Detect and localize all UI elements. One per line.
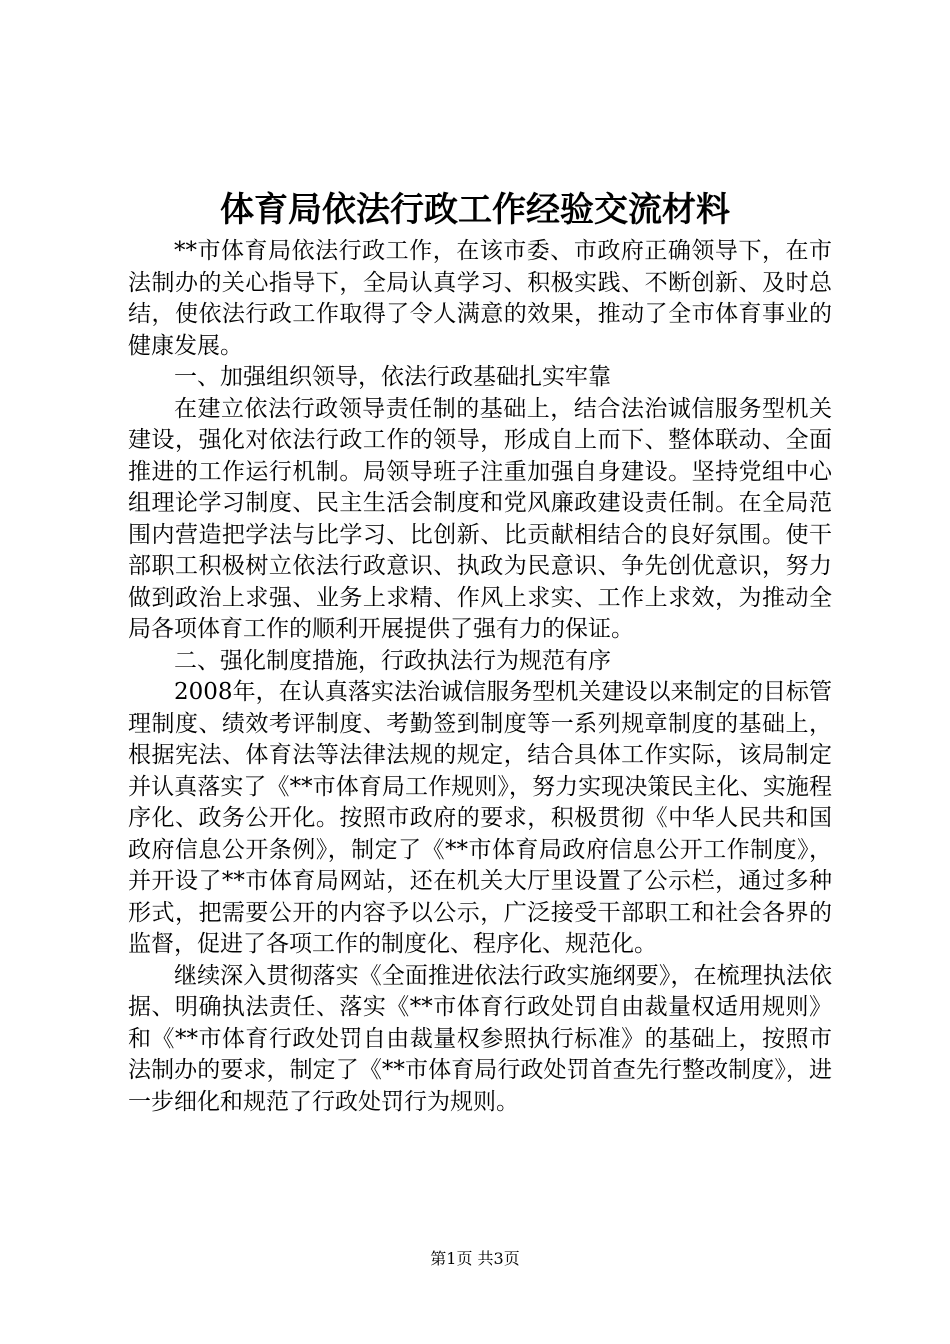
paragraph-section-1: 在建立依法行政领导责任制的基础上，结合法治诚信服务型机关建设，强化对依法行政工作的领导，形成自上而下、整体联动、全面推进的工作运行机制。局领导班子注重加强自身建设。坚持党组中心组理论学习制度、民主生活会制度和党风廉政建设责任制。在全局范围内营造把学法与比学习、比创新、比贡献相结合的良好氛围。使干部职工积极树立依法行政意识、执政为民意识、争先创优意识，努力做到政治上求强、业务上求精、作风上求实、工作上求效，为推动全局各项体育工作的顺利开展提供了强有力的保证。 (128, 395, 832, 642)
section-heading-2: 二、强化制度措施，行政执法行为规范有序 (174, 647, 611, 674)
paragraph-intro: **市体育局依法行政工作，在该市委、市政府正确领导下，在市法制办的关心指导下，全局认真学习、积极实践、不断创新、及时总结，使依法行政工作取得了令人满意的效果，推动了全市体育事业的健康发展。 (128, 238, 832, 359)
paragraph-section-2-continued: 继续深入贯彻落实《全面推进依法行政实施纲要》，在梳理执法依据、明确执法责任、落实《**市体育行政处罚自由裁量权适用规则》和《**市体育行政处罚自由裁量权参照执行标准》的基础上，按照市法制办的要求，制定了《**市体育局行政处罚首查先行整改制度》，进一步细化和规范了行政处罚行为规则。 (128, 962, 832, 1115)
section-heading-1: 一、加强组织领导，依法行政基础扎实牢靠 (174, 364, 611, 390)
document-title: 体育局依法行政工作经验交流材料 (220, 190, 730, 230)
paragraph-section-2: 2008年，在认真落实法治诚信服务型机关建设以来制定的目标管理制度、绩效考评制度、考勤签到制度等一系列规章制度的基础上，根据宪法、体育法等法律法规的规定，结合具体工作实际，该局制定并认真落实了《**市体育局工作规则》，努力实现决策民主化、实施程序化、政务公开化。按照市政府的要求，积极贯彻《中华人民共和国政府信息公开条例》，制定了《**市体育局政府信息公开工作制度》，并开设了**市体育局网站，还在机关大厅里设置了公示栏，通过多种形式，把需要公开的内容予以公示，广泛接受干部职工和社会各界的监督，促进了各项工作的制度化、程序化、规范化。 (128, 679, 832, 957)
page-number: 第1页 共3页 (430, 1249, 520, 1268)
document-body (128, 236, 832, 1118)
